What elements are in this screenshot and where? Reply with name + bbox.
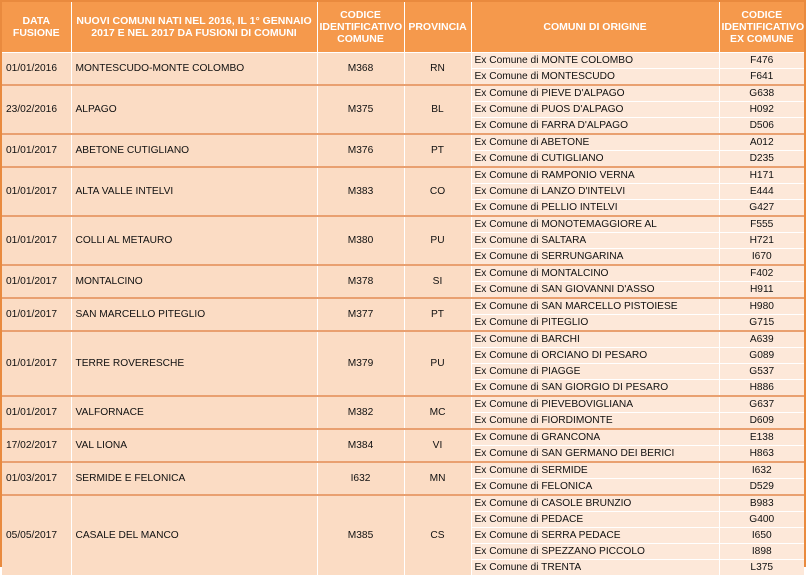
table-row	[2, 396, 804, 413]
fusion-date: 01/01/2017	[2, 265, 71, 298]
origin-comune-name: Ex Comune di SAN GERMANO DEI BERICI	[471, 446, 719, 463]
origin-comune-name: Ex Comune di SERRA PEDACE	[471, 528, 719, 544]
origin-comune-code: B983	[719, 495, 804, 512]
fusion-date: 01/01/2017	[2, 396, 71, 429]
new-comune-name: ALTA VALLE INTELVI	[71, 167, 317, 216]
origin-comune-name: Ex Comune di FIORDIMONTE	[471, 413, 719, 430]
table-body	[2, 53, 804, 576]
province: PU	[404, 331, 471, 396]
table-row	[2, 495, 804, 512]
origin-comune-code: G638	[719, 85, 804, 102]
origin-comune-code: A639	[719, 331, 804, 348]
origin-comune-code: D529	[719, 479, 804, 496]
origin-comune-code: H171	[719, 167, 804, 184]
origin-comune-name: Ex Comune di FELONICA	[471, 479, 719, 496]
origin-comune-code: H092	[719, 102, 804, 118]
origin-comune-code: I650	[719, 528, 804, 544]
origin-comune-name: Ex Comune di LANZO D'INTELVI	[471, 184, 719, 200]
fusion-date: 01/01/2017	[2, 331, 71, 396]
fusion-table	[2, 2, 804, 576]
origin-comune-name: Ex Comune di FARRA D'ALPAGO	[471, 118, 719, 135]
table-row	[2, 462, 804, 479]
origin-comune-name: Ex Comune di SERMIDE	[471, 462, 719, 479]
table-row	[2, 298, 804, 315]
origin-comune-code: E444	[719, 184, 804, 200]
origin-comune-name: Ex Comune di BARCHI	[471, 331, 719, 348]
origin-comune-code: G089	[719, 348, 804, 364]
header-province: PROVINCIA	[404, 2, 471, 53]
origin-comune-name: Ex Comune di PIEVE D'ALPAGO	[471, 85, 719, 102]
origin-comune-name: Ex Comune di SAN MARCELLO PISTOIESE	[471, 298, 719, 315]
origin-comune-name: Ex Comune di MONTE COLOMBO	[471, 53, 719, 69]
header-code: CODICE IDENTIFICATIVO COMUNE	[317, 2, 404, 53]
table-row	[2, 167, 804, 184]
origin-comune-code: D235	[719, 151, 804, 168]
origin-comune-code: E138	[719, 429, 804, 446]
origin-comune-code: H886	[719, 380, 804, 397]
origin-comune-code: H721	[719, 233, 804, 249]
comune-code: M378	[317, 265, 404, 298]
fusion-date: 05/05/2017	[2, 495, 71, 576]
origin-comune-name: Ex Comune di ABETONE	[471, 134, 719, 151]
table-row	[2, 331, 804, 348]
province: BL	[404, 85, 471, 134]
origin-comune-code: F641	[719, 69, 804, 86]
fusion-date: 01/01/2017	[2, 216, 71, 265]
comune-code: M380	[317, 216, 404, 265]
origin-comune-code: G537	[719, 364, 804, 380]
new-comune-name: MONTESCUDO-MONTE COLOMBO	[71, 53, 317, 86]
header-origin-code: CODICE IDENTIFICATIVO EX COMUNE	[719, 2, 804, 53]
origin-comune-name: Ex Comune di RAMPONIO VERNA	[471, 167, 719, 184]
origin-comune-code: F476	[719, 53, 804, 69]
origin-comune-name: Ex Comune di PELLIO INTELVI	[471, 200, 719, 217]
origin-comune-code: F402	[719, 265, 804, 282]
origin-comune-code: D506	[719, 118, 804, 135]
origin-comune-name: Ex Comune di PIAGGE	[471, 364, 719, 380]
table-row	[2, 134, 804, 151]
fusion-date: 23/02/2016	[2, 85, 71, 134]
fusion-date: 01/01/2016	[2, 53, 71, 86]
origin-comune-name: Ex Comune di CUTIGLIANO	[471, 151, 719, 168]
origin-comune-code: H980	[719, 298, 804, 315]
province: PU	[404, 216, 471, 265]
table-row	[2, 216, 804, 233]
comune-code: M379	[317, 331, 404, 396]
new-comune-name: TERRE ROVERESCHE	[71, 331, 317, 396]
new-comune-name: ABETONE CUTIGLIANO	[71, 134, 317, 167]
origin-comune-code: F555	[719, 216, 804, 233]
new-comune-name: COLLI AL METAURO	[71, 216, 317, 265]
origin-comune-name: Ex Comune di PITEGLIO	[471, 315, 719, 332]
origin-comune-name: Ex Comune di PIEVEBOVIGLIANA	[471, 396, 719, 413]
table-row	[2, 429, 804, 446]
province: MN	[404, 462, 471, 495]
fusion-date: 01/01/2017	[2, 298, 71, 331]
origin-comune-name: Ex Comune di TRENTA	[471, 560, 719, 576]
province: MC	[404, 396, 471, 429]
origin-comune-code: L375	[719, 560, 804, 576]
comune-code: M377	[317, 298, 404, 331]
fusion-date: 01/01/2017	[2, 167, 71, 216]
new-comune-name: VAL LIONA	[71, 429, 317, 462]
origin-comune-name: Ex Comune di ORCIANO DI PESARO	[471, 348, 719, 364]
origin-comune-code: G715	[719, 315, 804, 332]
origin-comune-code: H911	[719, 282, 804, 299]
origin-comune-name: Ex Comune di SAN GIORGIO DI PESARO	[471, 380, 719, 397]
province: CO	[404, 167, 471, 216]
province: PT	[404, 298, 471, 331]
province: RN	[404, 53, 471, 86]
province: PT	[404, 134, 471, 167]
origin-comune-name: Ex Comune di SERRUNGARINA	[471, 249, 719, 266]
origin-comune-name: Ex Comune di SALTARA	[471, 233, 719, 249]
new-comune-name: ALPAGO	[71, 85, 317, 134]
origin-comune-name: Ex Comune di PUOS D'ALPAGO	[471, 102, 719, 118]
new-comune-name: VALFORNACE	[71, 396, 317, 429]
new-comune-name: CASALE DEL MANCO	[71, 495, 317, 576]
origin-comune-code: D609	[719, 413, 804, 430]
origin-comune-code: I632	[719, 462, 804, 479]
comune-code: M385	[317, 495, 404, 576]
province: CS	[404, 495, 471, 576]
origin-comune-name: Ex Comune di SAN GIOVANNI D'ASSO	[471, 282, 719, 299]
new-comune-name: MONTALCINO	[71, 265, 317, 298]
comune-code: M384	[317, 429, 404, 462]
origin-comune-name: Ex Comune di MONOTEMAGGIORE AL	[471, 216, 719, 233]
new-comune-name: SAN MARCELLO PITEGLIO	[71, 298, 317, 331]
origin-comune-code: H863	[719, 446, 804, 463]
comune-code: M376	[317, 134, 404, 167]
origin-comune-code: G400	[719, 512, 804, 528]
province: VI	[404, 429, 471, 462]
comune-code: M368	[317, 53, 404, 86]
origin-comune-code: G427	[719, 200, 804, 217]
header-name: NUOVI COMUNI NATI NEL 2016, IL 1° GENNAIO 2017 E NEL 2017 DA FUSIONI DI COMUNI	[71, 2, 317, 53]
origin-comune-name: Ex Comune di MONTALCINO	[471, 265, 719, 282]
comune-code: M382	[317, 396, 404, 429]
origin-comune-name: Ex Comune di SPEZZANO PICCOLO	[471, 544, 719, 560]
new-comune-name: SERMIDE E FELONICA	[71, 462, 317, 495]
origin-comune-name: Ex Comune di MONTESCUDO	[471, 69, 719, 86]
table-row	[2, 53, 804, 69]
origin-comune-code: I898	[719, 544, 804, 560]
fusion-date: 01/03/2017	[2, 462, 71, 495]
comune-code: I632	[317, 462, 404, 495]
origin-comune-code: I670	[719, 249, 804, 266]
fusion-date: 17/02/2017	[2, 429, 71, 462]
origin-comune-name: Ex Comune di GRANCONA	[471, 429, 719, 446]
table-header	[2, 2, 804, 53]
comune-code: M383	[317, 167, 404, 216]
comune-code: M375	[317, 85, 404, 134]
header-origins: COMUNI DI ORIGINE	[471, 2, 719, 53]
fusion-date: 01/01/2017	[2, 134, 71, 167]
origin-comune-name: Ex Comune di CASOLE BRUNZIO	[471, 495, 719, 512]
table-row	[2, 85, 804, 102]
origin-comune-name: Ex Comune di PEDACE	[471, 512, 719, 528]
header-date: DATA FUSIONE	[2, 2, 71, 53]
origin-comune-code: A012	[719, 134, 804, 151]
table-row	[2, 265, 804, 282]
province: SI	[404, 265, 471, 298]
origin-comune-code: G637	[719, 396, 804, 413]
